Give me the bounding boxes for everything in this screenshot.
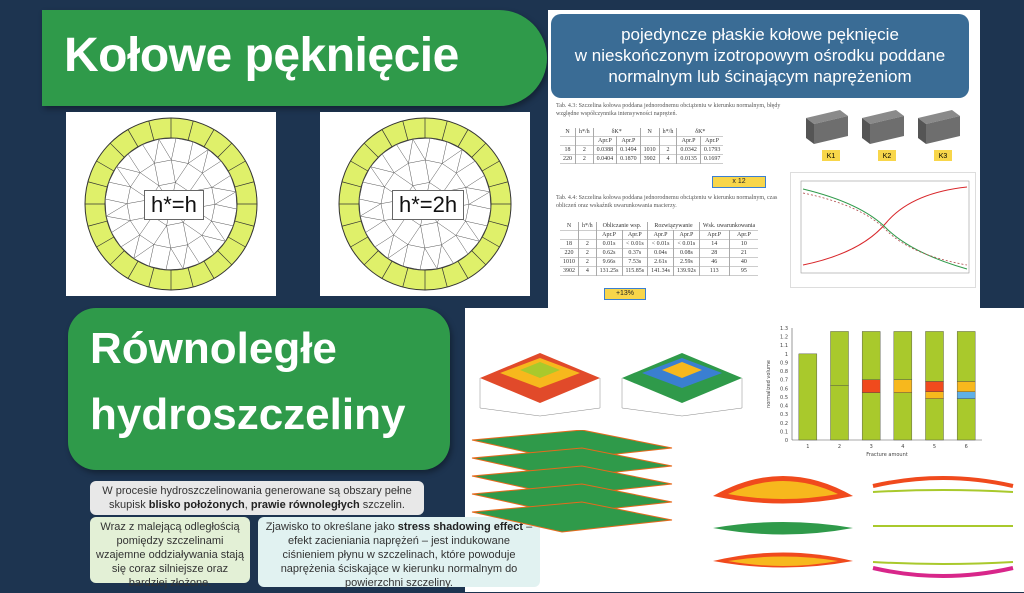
crack-mode-k3-figure bbox=[918, 110, 960, 144]
bar-segment bbox=[862, 393, 880, 440]
y-tick-label: 0.5 bbox=[780, 394, 788, 401]
table-row: 220 2 0.0404 0.1870 3902 4 0.0135 0.1697 bbox=[560, 155, 723, 164]
deformed-fractures-left bbox=[708, 466, 858, 586]
table2: N h*/h Obliczanie wsp. Rozwiązywanie Wsk. uwarunkowania Apr.P Apr.P Apr.P Apr.P Apr.P Apr.P 18 2 0.01s < 0.01s < 0.01s < 0.01s 14 10 220 2 0.62s 0.37s 0.04s 0.08s 28 21 1010 2 9.66s 7.53s 2.61s 2.59s 46 40 3902 4 131.25s 115.85s 141.34s 139.92s 113 95 bbox=[560, 222, 758, 276]
bar-segment bbox=[957, 399, 975, 440]
y-tick-label: 0.6 bbox=[780, 386, 788, 393]
surface-plot-1 bbox=[470, 318, 610, 418]
mesh-label-h: h*=h bbox=[144, 190, 204, 220]
bar-segment bbox=[926, 331, 944, 381]
y-tick-label: 0 bbox=[784, 438, 788, 444]
bar-segment bbox=[957, 392, 975, 399]
y-tick-label: 1.3 bbox=[780, 326, 788, 332]
y-tick-label: 0.2 bbox=[780, 420, 788, 427]
table-row: 3902 4 131.25s 115.85s 141.34s 139.92s 113 95 bbox=[560, 267, 758, 276]
banner-line-1: pojedyncze płaskie kołowe pęknięcie bbox=[621, 25, 899, 44]
bar-segment bbox=[862, 380, 880, 393]
x-tick-label: 4 bbox=[901, 444, 905, 450]
table1-badge: x 12 bbox=[712, 176, 766, 188]
y-tick-label: 0.7 bbox=[780, 377, 788, 384]
description-banner bbox=[551, 14, 969, 98]
bar-segment bbox=[926, 392, 944, 399]
crack-modes-illustration bbox=[800, 104, 970, 166]
table2-caption: Tab. 4.4: Szczelina kołowa poddana jednorodnemu obciążeniu w kierunku normalnym, czas obliczeń oraz wskaźnik uwarunkowania macierzy. bbox=[556, 195, 778, 209]
y-tick-label: 1.2 bbox=[780, 334, 788, 341]
stacked-fracture-planes bbox=[462, 430, 682, 540]
mesh-label-2h: h*=2h bbox=[392, 190, 464, 220]
bar-segment bbox=[831, 331, 849, 385]
table-row: 18 2 0.0388 0.1494 1010 2 0.0342 0.1793 bbox=[560, 146, 723, 155]
y-tick-label: 0.8 bbox=[780, 369, 788, 376]
crack-mode-k1-figure bbox=[806, 110, 848, 144]
crack-mode-k3: K3 bbox=[938, 153, 948, 160]
bar-segment bbox=[799, 354, 817, 440]
table1: N h*/h δK* N h*/h δK* Apr.P Apr.P Apr.P Apr.P 18 2 0.0388 0.1494 1010 2 0.0342 0.1793 220 2 0.0404 0.1870 3902 4 0.0135 0.1697 bbox=[560, 128, 723, 164]
x-tick-label: 3 bbox=[869, 444, 873, 450]
x-tick-label: 1 bbox=[806, 444, 810, 450]
bar-chart-svg bbox=[762, 318, 992, 466]
info-box-stress-shadowing: Zjawisko to określane jako stress shadowing effect – efekt zacieniania naprężeń – jest indukowane ciśnieniem płynu w szczelinach, które powoduje naprężenia ściskające w kierunku normalnym do powierzchni szczeliny. bbox=[258, 517, 540, 587]
section-title-line-2: hydroszczeliny bbox=[90, 390, 406, 439]
x-tick-label: 5 bbox=[932, 444, 937, 450]
x-axis-label: Fracture amount bbox=[866, 452, 908, 458]
section-title-parallel-fractures bbox=[68, 308, 450, 470]
crack-mode-k2: K2 bbox=[882, 153, 892, 160]
deformed-fractures-right bbox=[868, 466, 1018, 586]
info-box-clusters: W procesie hydroszczelinowania generowane są obszary pełne skupisk blisko położonych, prawie równoległych szczelin. bbox=[90, 481, 424, 515]
bar-segment bbox=[957, 331, 975, 381]
bar-segment bbox=[831, 386, 849, 440]
table-row: 1010 2 9.66s 7.53s 2.61s 2.59s 46 40 bbox=[560, 258, 758, 267]
bar-segment bbox=[894, 380, 912, 393]
bar-chart bbox=[762, 318, 992, 466]
bar-segment bbox=[957, 381, 975, 391]
table-row: 18 2 0.01s < 0.01s < 0.01s < 0.01s 14 10 bbox=[560, 240, 758, 249]
y-axis-label: normalized volume bbox=[766, 360, 772, 408]
table1-caption: Tab. 4.3: Szczelina kołowa poddana jednorodnemu obciążeniu w kierunku normalnym, błędy względne współczynnika intensywności naprężeń. bbox=[556, 103, 781, 117]
surface-plot-2 bbox=[612, 318, 752, 418]
mesh-image-left bbox=[66, 112, 276, 296]
section-title-text: Kołowe pęknięcie bbox=[64, 29, 459, 82]
bar-segment bbox=[894, 331, 912, 379]
banner-line-3: normalnym lub ścinającym naprężeniom bbox=[608, 67, 912, 86]
section-title-circular-crack bbox=[42, 10, 547, 106]
table-row: 220 2 0.62s 0.37s 0.04s 0.08s 28 21 bbox=[560, 249, 758, 258]
y-tick-label: 0.4 bbox=[780, 403, 788, 410]
crack-mode-k2-figure bbox=[862, 110, 904, 144]
x-tick-label: 2 bbox=[837, 444, 842, 450]
banner-line-2: w nieskończonym izotropowym ośrodku poddane bbox=[574, 46, 946, 65]
x-tick-label: 6 bbox=[964, 444, 968, 450]
bar-segment bbox=[926, 381, 944, 391]
bar-segment bbox=[926, 399, 944, 440]
y-tick-label: 0.9 bbox=[780, 360, 788, 367]
y-tick-label: 0.3 bbox=[780, 412, 788, 419]
y-tick-label: 0.1 bbox=[780, 429, 788, 436]
mesh-image-right bbox=[320, 112, 530, 296]
crack-mode-k1: K1 bbox=[826, 153, 836, 160]
info-box-interactions: Wraz z malejącą odległością pomiędzy szczelinami wzajemne oddziaływania stają się coraz silniejsze oraz bardziej złożone. bbox=[90, 517, 250, 583]
y-tick-label: 1 bbox=[784, 351, 788, 358]
section-title-line-1: Równoległe bbox=[90, 324, 337, 373]
y-tick-label: 1.1 bbox=[780, 343, 788, 350]
table2-badge: +13% bbox=[604, 288, 646, 300]
bar-segment bbox=[894, 393, 912, 440]
sif-line-plot-thumbnail bbox=[790, 172, 976, 288]
bar-segment bbox=[862, 331, 880, 379]
